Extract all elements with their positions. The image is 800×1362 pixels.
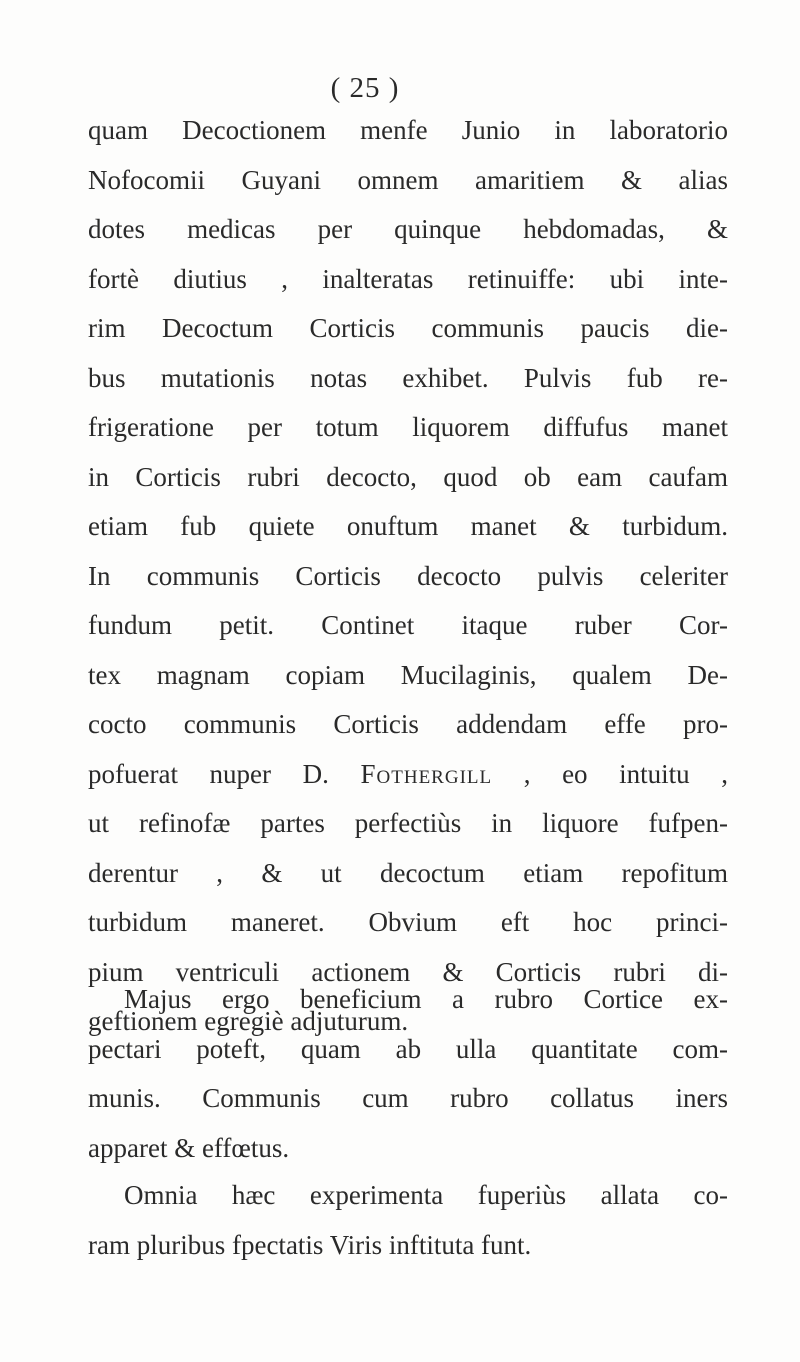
text-line: etiam fub quiete onuftum manet & turbidum. [88, 511, 728, 541]
text-line: bus mutationis notas exhibet. Pulvis fub re- [88, 362, 728, 393]
text-line: Omnia hæc experimenta fuperiùs allata co- [124, 1180, 728, 1210]
text-line: cocto communis Corticis addendam effe pro- [88, 709, 728, 739]
page-number: ( 25 ) [330, 72, 400, 104]
text-line: In communis Corticis decocto pulvis celeriter [88, 560, 728, 591]
text-line: apparet & effœtus. [88, 1132, 290, 1163]
text-line: pium ventriculi actionem & Corticis rubri di- [88, 956, 728, 987]
text-line: fortè diutius , inalteratas retinuiffe: ubi inte- [88, 263, 728, 294]
paragraph-2 [88, 975, 728, 1173]
text-line: frigeratione per totum liquorem diffufus manet [88, 412, 728, 442]
text-fragment: pofuerat nuper D. [88, 758, 329, 789]
text-line: ram pluribus fpectatis Viris inftituta funt. [88, 1229, 532, 1260]
text-line: tex magnam copiam Mucilaginis, qualem De- [88, 659, 728, 690]
text-line: munis. Communis cum rubro collatus iners [88, 1083, 728, 1113]
text-line: geftionem egregiè adjuturum. [88, 1006, 409, 1036]
text-line: Nofocomii Guyani omnem amaritiem & alias [88, 164, 728, 195]
text-line: ut refinofæ partes perfectiùs in liquore fufpen- [88, 808, 728, 838]
text-line: Majus ergo beneficium a rubro Cortice ex- [124, 984, 728, 1014]
text-line-with-name [88, 750, 728, 800]
text-line: derentur , & ut decoctum etiam repofitum [88, 857, 728, 888]
text-line: pectari poteft, quam ab ulla quantitate com- [88, 1033, 728, 1064]
author-name: Fothergill [360, 758, 493, 789]
paragraph-3 [88, 1171, 728, 1270]
paragraph-1 [88, 106, 728, 1047]
text-line: quam Decoctionem menfe Junio in laboratorio [88, 115, 728, 145]
text-line: turbidum maneret. Obvium eft hoc princi- [88, 907, 728, 937]
text-line: fundum petit. Continet itaque ruber Cor- [88, 610, 728, 640]
text-line: dotes medicas per quinque hebdomadas, & [88, 214, 728, 244]
text-line: in Corticis rubri decocto, quod ob eam caufam [88, 461, 728, 492]
text-fragment: , eo intuitu , [523, 758, 729, 789]
text-line: rim Decoctum Corticis communis paucis die- [88, 313, 728, 343]
